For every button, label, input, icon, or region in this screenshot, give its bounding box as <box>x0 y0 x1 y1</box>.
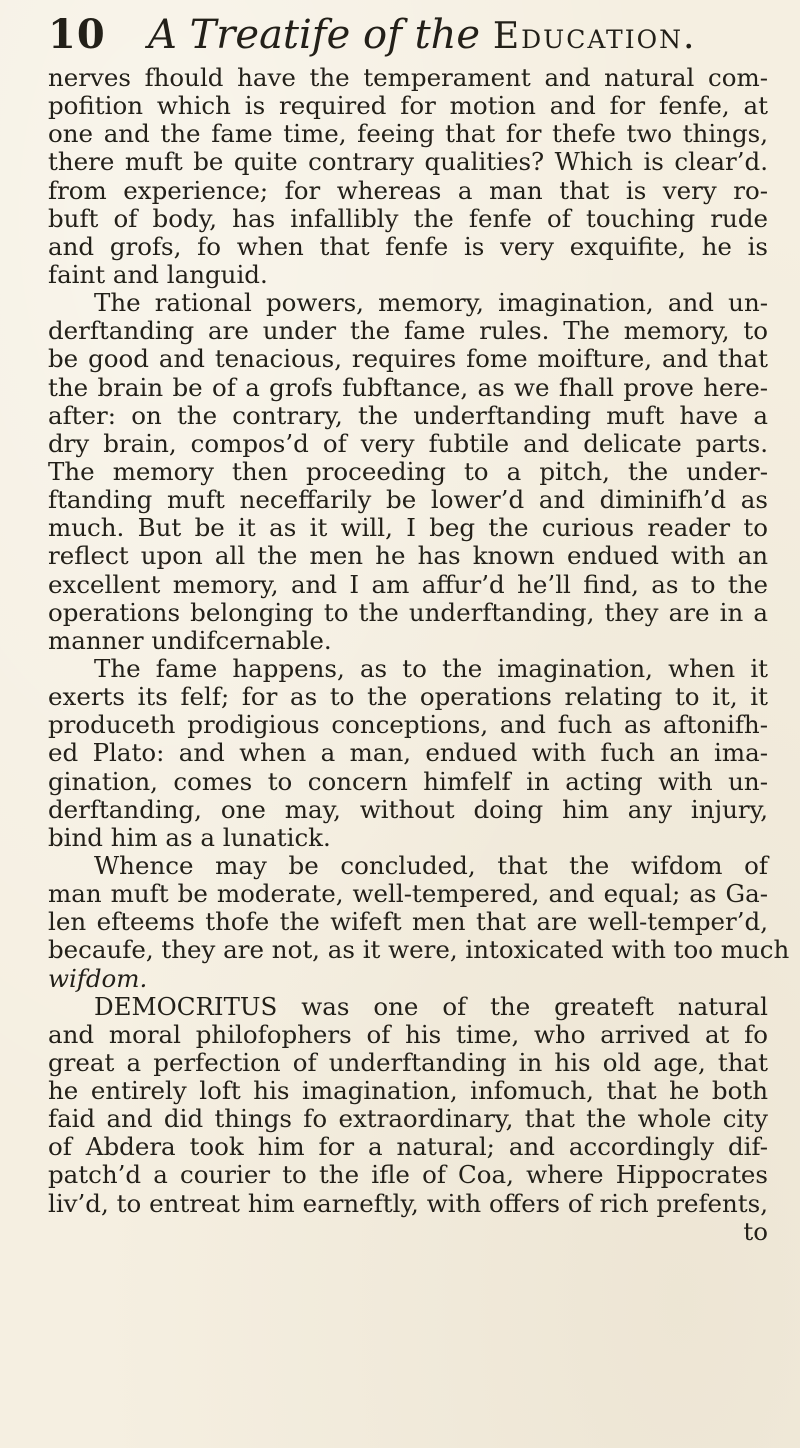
text-line: he entirely loft his imagination, infomuch, that he both <box>48 1076 768 1106</box>
text-line: much. But be it as it will, I beg the curious reader to <box>48 513 768 543</box>
text-line: ftanding muft neceffarily be lower’d and diminifh’d as <box>48 485 768 515</box>
text-line: patch’d a courier to the ifle of Coa, where Hippocrates <box>48 1160 768 1190</box>
catchword: to <box>743 1216 768 1246</box>
paragraph-start: The rational powers, memory, imagination, and un- <box>94 288 768 318</box>
text-line: derftanding, one may, without doing him any injury, <box>48 794 768 824</box>
text-line: dry brain, compos’d of very fubtile and delicate parts. <box>48 428 768 458</box>
paragraph-start: Whence may be concluded, that the wifdom of <box>94 850 768 880</box>
text-line: and grofs, fo when that fenfe is very exquifite, he is <box>48 231 768 261</box>
page-number: 10 <box>48 11 106 58</box>
body-text <box>48 63 790 1246</box>
text-line: becaufe, they are not, as it were, intoxicated with too much <box>48 935 790 965</box>
text-line: of Abdera took him for a natural; and accordingly dif- <box>48 1132 768 1162</box>
paragraph-start: DEMOCRITUS was one of the greateft natural <box>94 991 768 1021</box>
text-line: after: on the contrary, the underftanding muft have a <box>48 400 768 430</box>
text-line: the brain be of a grofs fubftance, as we fhall prove here- <box>48 372 768 402</box>
text-line: liv’d, to entreat him earneftly, with offers of rich prefents, <box>48 1188 768 1218</box>
text-line: buft of body, has infallibly the fenfe of touching rude <box>48 203 768 233</box>
text-line: pofition which is required for motion and for fenfe, at <box>48 91 768 121</box>
text-line: one and the fame time, feeing that for thefe two things, <box>48 119 768 149</box>
text-line: ed Plato: and when a man, endued with fuch an ima- <box>48 738 768 768</box>
text-line: faid and did things fo extraordinary, that the whole city <box>48 1104 768 1134</box>
text-line: exerts its felf; for as to the operations relating to it, it <box>48 682 768 712</box>
running-title <box>148 10 696 62</box>
text-line: len efteems thofe the wifeft men that are well-temper’d, <box>48 907 768 937</box>
text-line: operations belonging to the underftanding, they are in a <box>48 597 768 627</box>
text-line: be good and tenacious, requires fome moifture, and that <box>48 344 768 374</box>
text-line: nerves fhould have the temperament and natural com- <box>48 63 768 92</box>
text-line: wifdom. <box>48 963 148 993</box>
running-head <box>48 10 768 60</box>
running-title-emphasis: Education. <box>492 16 697 57</box>
paragraph-start: The fame happens, as to the imagination, when it <box>94 653 768 683</box>
text-line: faint and languid. <box>48 259 268 289</box>
text-line: The memory then proceeding to a pitch, the under- <box>48 456 768 486</box>
text-line: derftanding are under the fame rules. The memory, to <box>48 316 768 346</box>
text-line: great a perfection of underftanding in his old age, that <box>48 1047 768 1077</box>
text-line: reflect upon all the men he has known endued with an <box>48 541 768 571</box>
text-line: produceth prodigious conceptions, and fuch as aftonifh- <box>48 710 768 740</box>
text-line: bind him as a lunatick. <box>48 822 331 852</box>
text-line: gination, comes to concern himfelf in acting with un- <box>48 766 768 796</box>
text-line: excellent memory, and I am affur’d he’ll find, as to the <box>48 569 768 599</box>
text-line: manner undifcernable. <box>48 625 332 655</box>
text-line: there muft be quite contrary qualities? Which is clear’d. <box>48 147 768 177</box>
text-line: and moral philofophers of his time, who arrived at fo <box>48 1019 768 1049</box>
text-line: man muft be moderate, well-tempered, and equal; as Ga- <box>48 879 768 909</box>
running-title-text: A Treatife of the <box>148 12 481 58</box>
text-line: from experience; for whereas a man that is very ro- <box>48 175 768 205</box>
